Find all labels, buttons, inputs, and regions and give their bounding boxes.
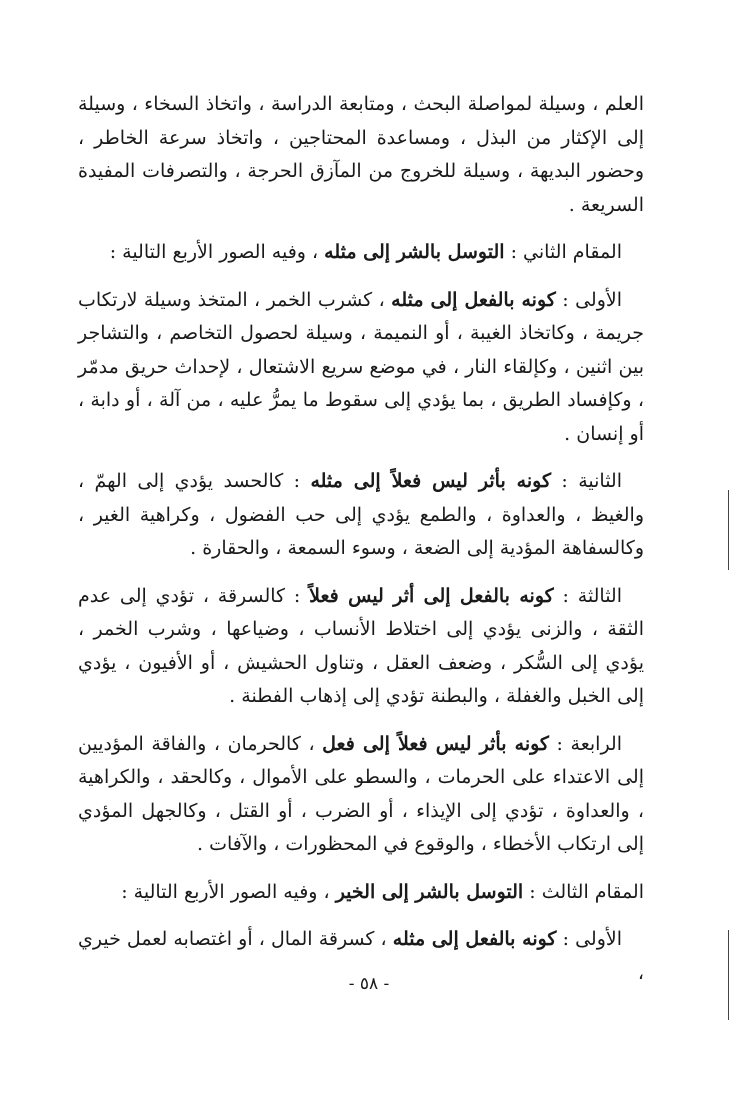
page-body (78, 88, 644, 990)
paragraph-text: العلم ، وسيلة لمواصلة البحث ، ومتابعة الدراسة ، واتخاذ السخاء ، وسيلة إلى الإكثار من البذل ، ومساعدة المحتاجين ، واتخاذ سرعة الخاطر ، وحضور البديهة ، وسيلة للخروج من المآزق الحرجة ، والتصرفات المفيدة السريعة . (78, 93, 644, 216)
paragraph-heading: كونه بالفعل إلى مثله (392, 928, 557, 950)
paragraph-text: ، وفيه الصور الأربع التالية : (121, 880, 336, 903)
paragraph-lead: الثانية : (551, 470, 622, 492)
page-number: - ٥٨ - (348, 974, 390, 994)
paragraph-fourth-form (78, 728, 644, 862)
paragraph-lead: المقام الثاني : (504, 241, 622, 263)
paragraph-section-three (78, 876, 644, 910)
paragraph-heading: التوسل بالشر إلى مثله (324, 241, 505, 263)
paragraph-text: ، كسرقة المال ، أو اغتصابه لعمل خيري ، (78, 928, 644, 984)
paragraph-section-two (78, 236, 644, 270)
scan-edge-mark (728, 930, 729, 1020)
paragraph-intro (78, 88, 644, 222)
paragraph-text: ، وفيه الصور الأربع التالية : (109, 241, 325, 263)
paragraph-first-form (78, 284, 644, 452)
paragraph-heading: كونه بأثر ليس فعلاً إلى فعل (322, 732, 549, 755)
paragraph-lead: الأولى : (556, 928, 623, 950)
paragraph-text: : كالحسد يؤدي إلى الهمّ ، والغيظ ، والعداوة ، والطمع يؤدي إلى حب الفضول ، وكراهية الغير ، وكالسفاهة المؤدية إلى الضعة ، وسوء السمعة ، والحقارة . (78, 470, 644, 559)
paragraph-heading: كونه بالفعل إلى أثر ليس فعلاً (309, 584, 554, 607)
scan-edge-mark (728, 490, 729, 570)
paragraph-lead: الثالثة : (553, 584, 623, 607)
paragraph-heading: التوسل بالشر إلى الخير (335, 880, 524, 903)
paragraph-text: : كالسرقة ، تؤدي إلى عدم الثقة ، والزنى يؤدي إلى اختلاط الأنساب ، وضياعها ، وشرب الخمر ، يؤدي إلى السُّكر ، وضعف العقل ، وتناول الحشيش ، أو الأفيون ، يؤدي إلى الخبل والغفلة ، والبطنة تؤدي إلى إذهاب الفطنة . (78, 584, 644, 707)
paragraph-lead: الرابعة : (548, 732, 622, 755)
paragraph-heading: كونه بالفعل إلى مثله (391, 288, 556, 311)
paragraph-text: ، كشرب الخمر ، المتخذ وسيلة لارتكاب جريمة ، وكاتخاذ الغيبة ، أو النميمة ، وسيلة لحصول التخاصم ، والتشاجر بين اثنين ، وكإلقاء النار ، في موضع سريع الاشتعال ، لإحداث حريق مدمّر ، وكإفساد الطريق ، بما يؤدي إلى سقوط ما يمرُّ عليه ، من آلة ، أو دابة ، أو إنسان . (78, 288, 644, 445)
paragraph-lead: الأولى : (555, 288, 622, 311)
paragraph-third-form (78, 580, 644, 714)
paragraph-second-form (78, 465, 644, 566)
paragraph-lead: المقام الثالث : (523, 880, 644, 903)
paragraph-text: ، كالحرمان ، والفاقة المؤديين إلى الاعتداء على الحرمات ، والسطو على الأموال ، وكالحقد ، والكراهية ، والعداوة ، تؤدي إلى الإيذاء ، أو الضرب ، أو القتل ، وكالجهل المؤدي إلى ارتكاب الأخطاء ، والوقوع في المحظورات ، والآفات . (78, 732, 644, 855)
paragraph-heading: كونه بأثر ليس فعلاً إلى مثله (310, 470, 552, 492)
